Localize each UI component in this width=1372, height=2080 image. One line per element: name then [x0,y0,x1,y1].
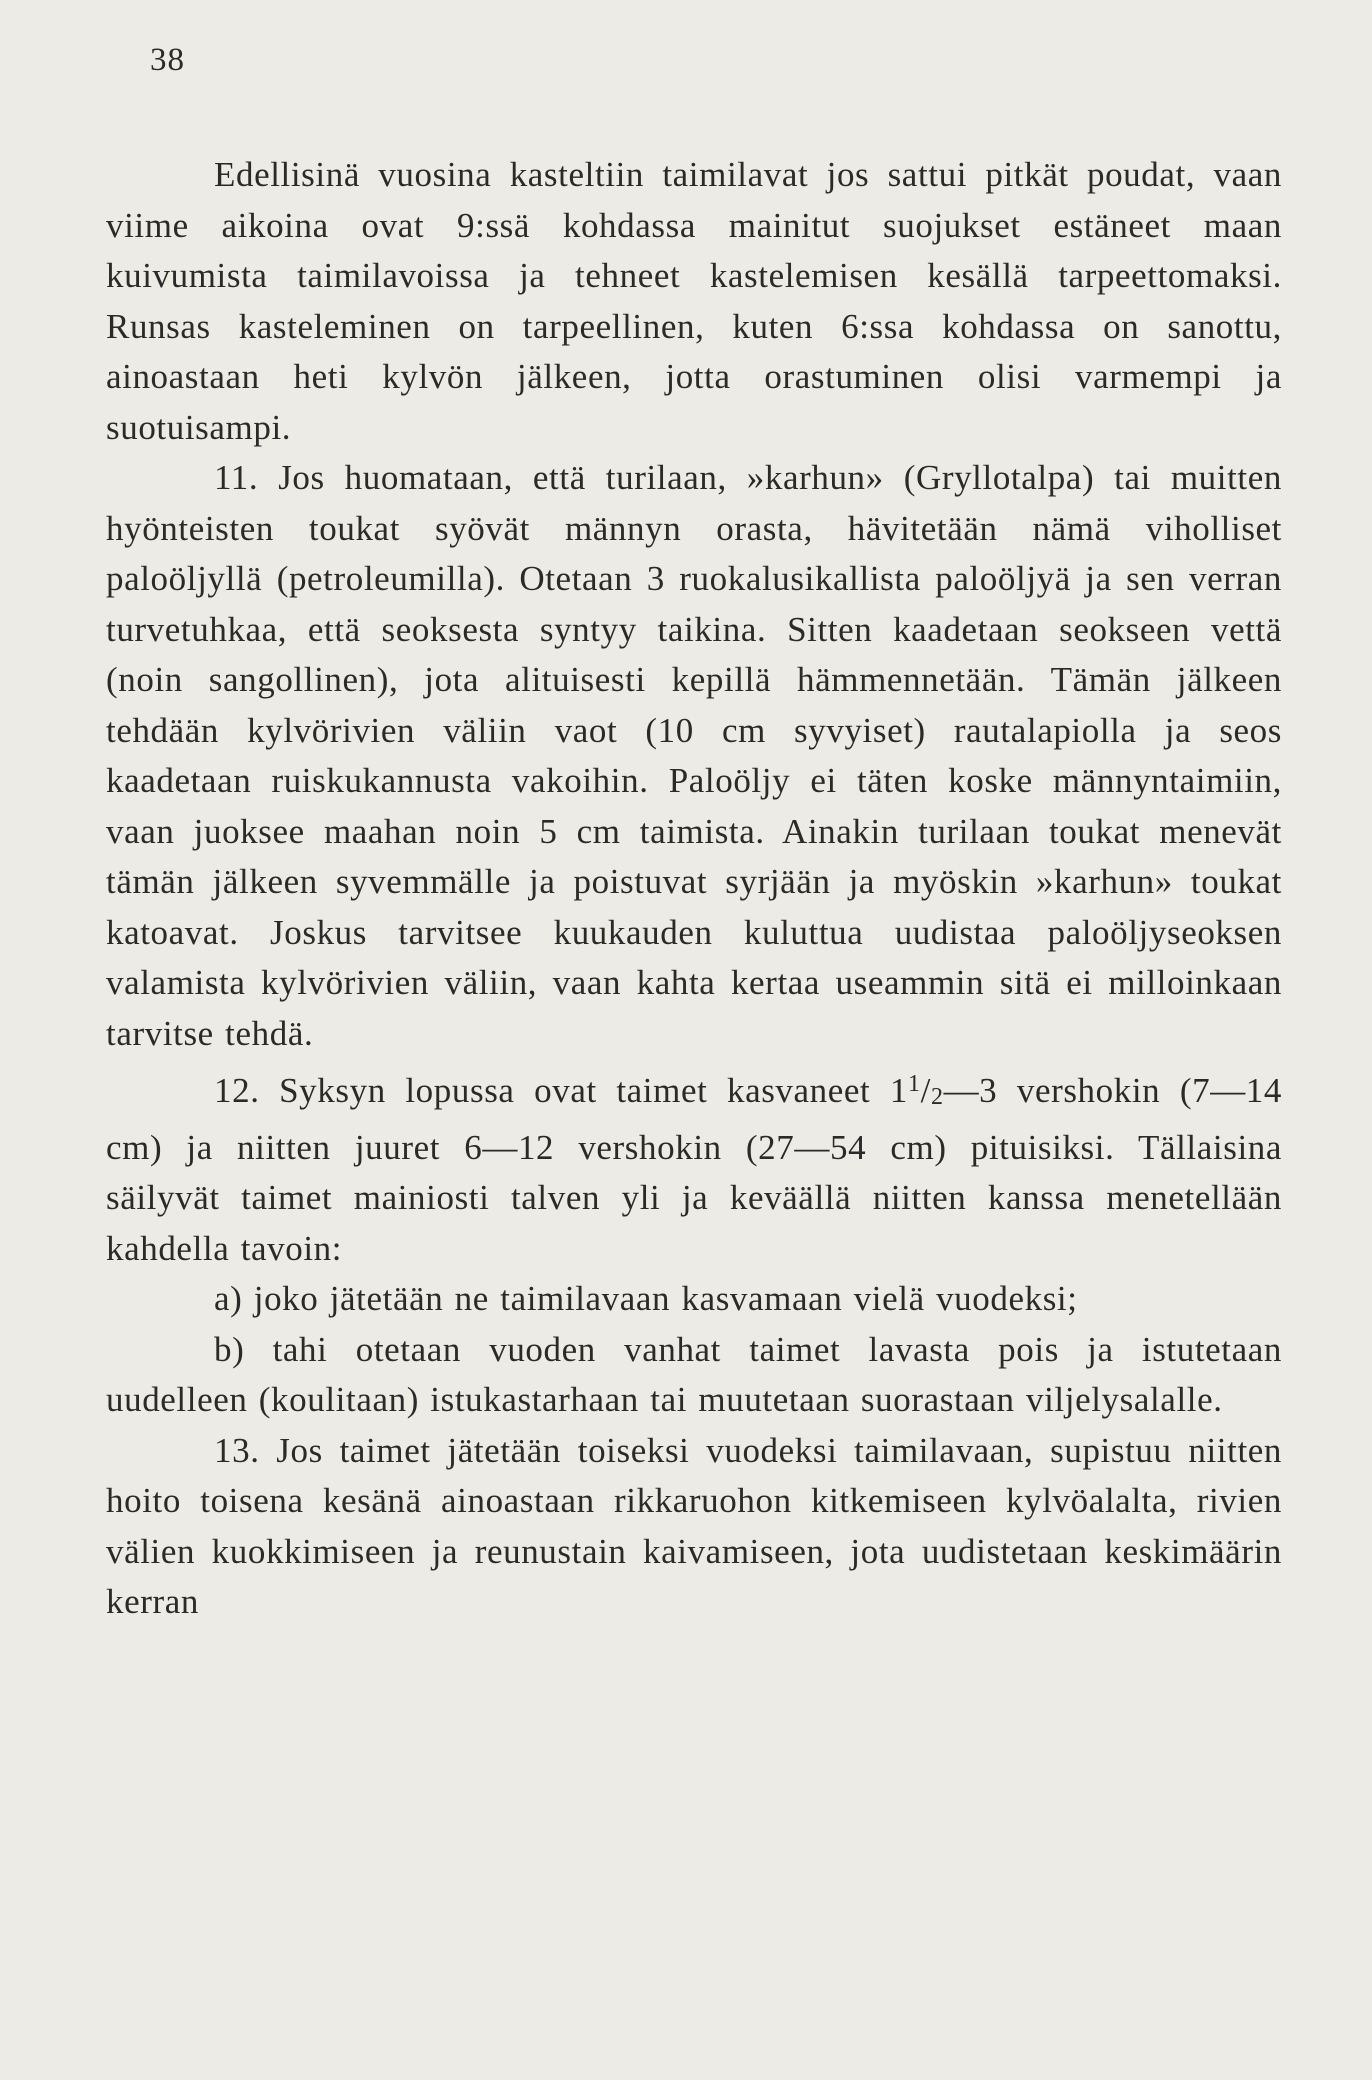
fraction-denominator: 2 [930,1084,944,1110]
paragraph-12-autumn-growth [106,1059,1282,1274]
page-number: 38 [150,42,185,78]
paragraph-11-pests: 11. Jos huomataan, että turilaan, »karhun» (Gryllotalpa) tai muitten hyönteisten toukat syövät männyn orasta, hävitetään nämä viholliset paloöljyllä (petroleumilla). Otetaan 3 ruokalusikallista paloöljyä ja sen verran turvetuhkaa, että seoksesta syntyy taikina. Sitten kaadetaan seokseen vettä (noin sangollinen), jota alituisesti kepillä hämmennetään. Tämän jälkeen tehdään kylvörivien väliin vaot (10 cm syvyiset) rautalapiolla ja seos kaadetaan ruiskukannusta vakoihin. Paloöljy ei täten koske männyntaimiin, vaan juoksee maahan noin 5 cm taimista. Ainakin turilaan toukat menevät tämän jälkeen syvemmälle ja poistuvat syrjään ja myöskin »karhun» toukat katoavat. Joskus tarvitsee kuukauden kuluttua uudistaa paloöljyseoksen valamista kylvörivien väliin, vaan kahta kertaa useammin sitä ei milloinkaan tarvitse tehdä. [106,458,1282,1053]
para12-text-start: 12. Syksyn lopussa ovat taimet kasvaneet 1 [214,1071,909,1110]
fraction-numerator: 1 [908,1071,921,1097]
para12-text-end: —3 vershokin (7—14 cm) ja niitten juuret 6—12 vershokin (27—54 cm) pituisiksi. Tällaisina säilyvät taimet mainiosti talven yli ja keväällä niitten kanssa menetellään kahdella tavoin: [106,1071,1282,1268]
list-item-b: b) tahi otetaan vuoden vanhat taimet lavasta pois ja istutetaan uudelleen (koulitaan) istukastarhaan tai muutetaan suorastaan viljelysalalle. [106,1329,1282,1419]
fraction-separator: / [920,1071,931,1110]
body-text [106,150,1282,1628]
list-item-a: a) joko jätetään ne taimilavaan kasvamaan vielä vuodeksi; [214,1279,1078,1318]
paragraph-13-second-year: 13. Jos taimet jätetään toiseksi vuodeksi taimilavaan, supistuu niitten hoito toisena kesänä ainoastaan rikkaruohon kitkemiseen kylvöalalta, rivien välien kuokkimiseen ja reunustain kaivamiseen, jota uudistetaan keskimäärin kerran [106,1430,1282,1621]
paragraph-watering: Edellisinä vuosina kasteltiin taimilavat jos sattui pitkät poudat, vaan viime aikoina ovat 9:ssä kohdassa mainitut suojukset estäneet maan kuivumista taimilavoissa ja tehneet kastelemisen kesällä tarpeettomaksi. Runsas kasteleminen on tarpeellinen, kuten 6:ssa kohdassa on sanottu, ainoastaan heti kylvön jälkeen, jotta orastuminen olisi varmempi ja suotuisampi. [106,155,1282,447]
